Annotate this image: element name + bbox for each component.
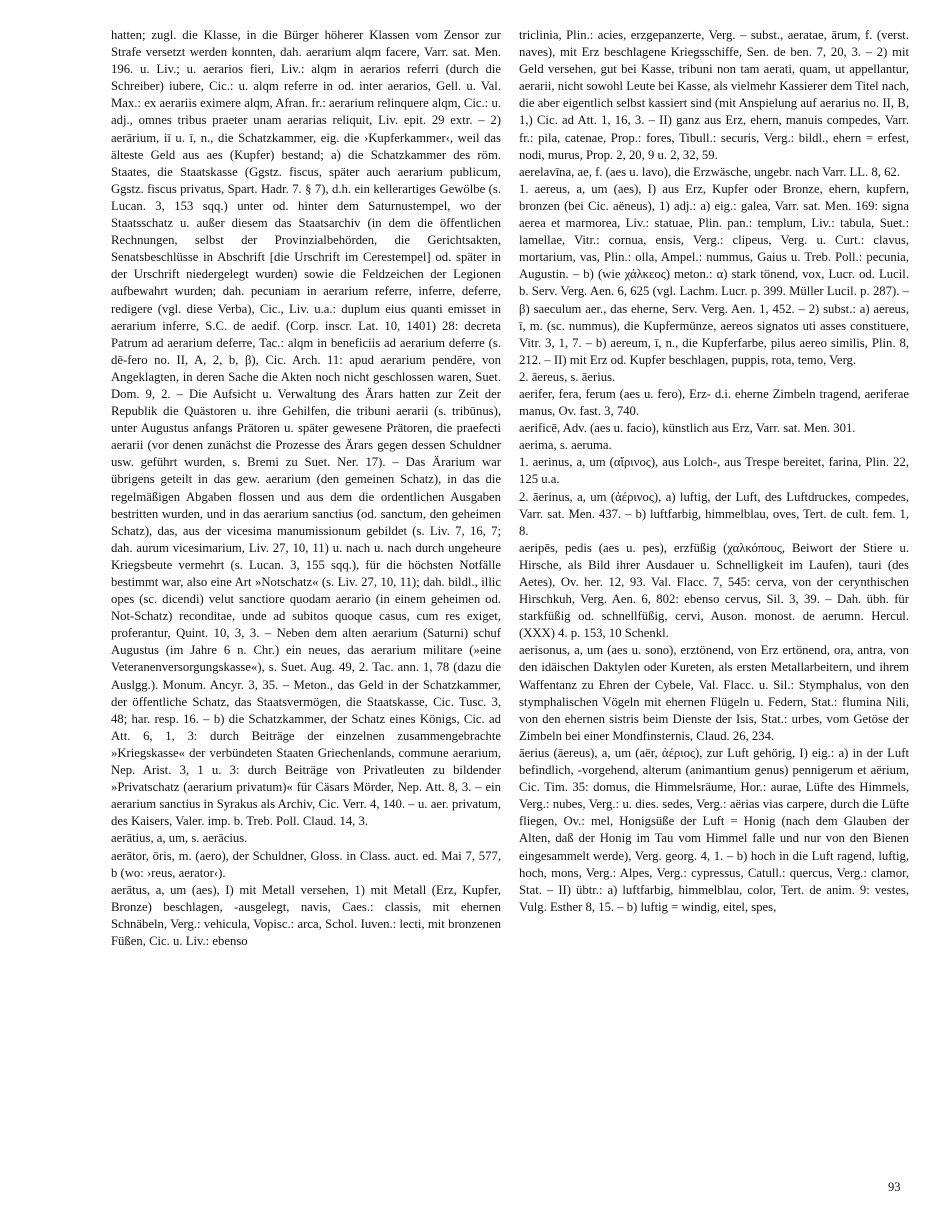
entry-text: hatten; zugl. die Klasse, in die Bürger höherer Klassen vom Zensor zur Strafe versetzt werden konnten, dah. aerarium alqm facere, Varr. sat. Men. 196. u. Liv.; u. aerarios fieri, Liv.: alqm in aerarios referri (durch die Schreiber) iubere, Cic.: u. alqm referre in od. inter aerarios, Gell. u. Val. Max.: ex aerariis eximere alqm, Afran. fr.: aerarium relinquere alqm, Cic.: u. adj., omnes tribus praeter unam aerarias reliquit, Liv. epit. 29 extr. – 2) aerārium, iī u. ī, n., die Schatzkammer, eig. die ›Kupferkammer‹, weil das älteste Geld aus aes (Kupfer) bestand; a) die Schatzkammer des röm. Staates, die Staatskasse (Ggstz. fiscus, später auch aerarium publicum, Ggstz. fiscus privatus, Spart. Hadr. 7. § 7), d.h. ein kellerartiges Gewölbe (s. Lucan. 3, 153 sqq.) unter od. hinter dem Saturnustempel, wo der Staatsschatz u. außer diesem das Staatsarchiv (in dem die öffentlichen Rechnungen, selbst der Provinzialbehörden, die Gerichtsakten, Senatsbeschlüsse in Abschrift [die Urschrift im Cerestempel] od. später in der Urschrift niedergelegt wurden) sowie die Feldzeichen der Legionen aufbewahrt wurden; dah. pecuniam in aerarium referre, inferre, deferre, redigere (vgl. diese Verba), Cic., Liv. u.a.: duplum eius quanti emisset in aerarium inferre, S.C. de aedif. (Corp. inscr. Lat. 10, 1401) 28: decreta Patrum ad aerarium deferre, Tac.: alqm in beneficiis ad aerarium deferre (s. dē-fero no. II, A, 2, b, β), Cic. Arch. 11: apud aerarium pendēre, von Angeklagten, in deren Sache die Akten noch nicht geschlossen waren, Suet. Dom. 9, 2. – Die Aufsicht u. Verwaltung des Ärars hatten zur Zeit der Republik die Quästoren u. ihre Gehilfen, die tribuni aerarii (s. tribūnus), unter Augustus anfangs Prätoren u. später gewesene Prätoren, die praefecti aerarii (vor denen zunächst die Prozesse des Ärars gegen dessen Schuldner usw. geführt wurden, s. Bremi zu Suet. Ner. 17). – Das Ärarium war übrigens geteilt in das gew. aerarium (den gemeinen Schatz), in das die regelmäßigen Abgaben flossen und aus dem die ordentlichen Ausgaben bestritten wurden, und in das aerarium sanctius (od. sanctum, den geheimen Schatz), das, aus der vicesima manumissionum gebildet (s. Liv. 7, 16, 7; dah. aurum vicesimarium, Liv. 27, 10, 11) u. nach u. nach durch ungeheure Kriegsbeute vermehrt (s. Lucan. 3, 155 sqq.), für die höchsten Notfälle bestimmt war, also eine Art »Notschatz« (s. Liv. 27, 10, 11); dah. bildl., illic opes (sc. dicendi) velut sanctiore quodam aerario (in einem geheimen od. Not-Schatz) reconditae, unde ad subitos quoque casus, cum res exiget, proferantur, Quint. 10, 3, 3. – Neben dem alten aerarium (Saturni) schuf Augustus (im Jahre 6 n. Chr.) ein neues, das aerarium militare (»eine Veteranenversorgungskasse«), s. Suet. Aug. 49, 2. Tac. ann. 1, 78 (dazu die Auslgg.). Monum. Ancyr. 3, 35. – Meton., das Geld in der Schatzkammer, der öffentliche Schatz, das Staatsvermögen, die Staatskasse, Cic. Tusc. 3, 48; har. resp. 16. – b) die Schatzkammer, der Schatz eines Königs, Cic. ad Att. 6, 1, 3: durch Beiträge der einzelnen zusammengebrachte »Kriegskasse« der verbündeten Staaten Griechenlands, commune aerarium, Nep. Arist. 3, 1 u. 3: durch Beiträge von Privatleuten zu bildender »Privatschatz (aerarium privatum)« für Cäsars Mörder, Nep. Att. 8, 3. – ein aerarium sanctius in Syrakus als Archiv, Cic. Verr. 4, 140. – u. aer. privatum, des Kaisers, Valer. imp. b. Treb. Poll. Claud. 14, 3. (111, 28, 501, 829)
entry-aerinus-2: 2. āerinus, a, um (ἀέρινος), a) luftig, der Luft, des Luftdruckes, compedes, Varr. sat. Men. 437. – b) luftfarbig, himmelblau, oves, Tert. de cult. fem. 1, 8. (519, 489, 909, 538)
entry-aerifer: aerifer, fera, ferum (aes u. fero), Erz- d.i. eherne Zimbeln tragend, aeriferae manus, Ov. fast. 3, 740. (519, 386, 909, 419)
entry-aerima: aerima, s. aeruma. (519, 438, 612, 453)
entry-aeratius: aerātius, a, um, s. aerācius. (111, 831, 248, 846)
entry-aerisonus: aerisonus, a, um (aes u. sono), erztönend, von Erz ertönend, ora, antra, von den idäischen Daktylen oder Kureten, als ersten Metallarbeitern, und ihrem Waffentanz zu Ehren der Cybele, Val. Flacc. u. Sil.: Stymphalus, von den stymphalischen Vögeln mit ehernen Flügeln u. Federn, Stat.: flumina Nili, von den ehernen sistris beim Dienste der Isis, Stat.: urbes, vom Getöse der Zimbeln bei einer Mondfinsternis, Claud. 26, 234. (519, 643, 909, 743)
entry-aerator: aerātor, ōris, m. (aero), der Schuldner, Gloss. in Class. auct. ed. Mai 7, 577, b (wo: ›reus, aerator‹). (111, 848, 501, 880)
entry-text: triclinia, Plin.: acies, erzgepanzerte, Verg. – subst., aeratae, ārum, f. (verst. naves), mit Erz beschlagene Kriegsschiffe, Sen. de ben. 7, 20, 3. – 2) mit Geld versehen, gut bei Kasse, tribuni non tam aerati, quam, ut appellantur, aerarii, nicht sowohl Leute bei Kasse, als vielmehr Kassierer dem Titel nach, die aber eigentlich selbst kassiert sind (mit Anspielung auf aerarius no. II, B, 1,) Cic. ad Att. 1, 16, 3. – II) ganz aus Erz, ehern, manuis compedes, Varr. fr.: pila, catenae, Prop.: fores, Tibull.: securis, Verg.: bildl., ehern = erfest, nodi, murus, Prop. 2, 20, 9 u. 2, 32, 59. (519, 28, 909, 162)
page-number: 93 (888, 1180, 901, 1194)
entry-aerelavina: aerelavīna, ae, f. (aes u. lavo), die Erzwäsche, ungebr. nach Varr. LL. 8, 62. (519, 164, 900, 179)
entry-aeripes: aeripēs, pedis (aes u. pes), erzfüßig (χαλκόπους, Beiwort der Stiere u. Hirsche, als Bild ihrer Ausdauer u. Schnelligkeit im Laufen), tauri (des Aetes), Ov. her. 12, 93. Val. Flacc. 7, 545: cerva, von der cerynthischen Hirschkuh, Verg. Aen. 6, 802: ebenso cervus, Sil. 3, 39. – Dah. übh. für starkfüßig od. schnellfüßig, cervi, Auson. monost. de aerumn. Hercul. (XXX) 4. p. 153, 10 Schenkl. (519, 540, 909, 641)
entry-aereus-1: 1. aereus, a, um (aes), I) aus Erz, Kupfer oder Bronze, ehern, kupfern, bronzen (bei Cic. aëneus), 1) adj.: a) eig.: galea, Varr. sat. Men. 169: signa aerea et marmorea, Liv.: statuae, Plin. pan.: templum, Liv.: tabula, Suet.: lamellae, Vitr.: cornua, ensis, Verg.: clipeus, Verg. u. Curt.: clavus, mortarium, vas, Plin.: olla, Ampel.: nummus, Gaius u. Treb. Poll.: pecunia, Augustin. – b) (wie χάλκεος) meton.: α) stark tönend, vox, Lucr. od. Lucil. b. Serv. Verg. Aen. 6, 625 (vgl. Lachm. Lucr. p. 399. Müller Lucil. p. 287). – β) saeculum aer., das eherne, Serv. Verg. Aen. 1, 452. – 2) subst.: a) aereus, ī, m. (sc. nummus), die Kupfermünze, aereos signatos uti asses constituere, Vitr. 3, 1, 7. – b) aereum, ī, n., die Kupferfarbe, pilus aereo similis, Plin. 8, 212. – II) mit Erz od. Kupfer beschlagen, puppis, rota, temo, Verg. (519, 181, 909, 367)
entry-aerinus-1: 1. aerinus, a, um (αἴρινος), aus Lolch-, aus Trespe bereitet, farina, Plin. 22, 125 u.a. (519, 455, 909, 487)
left-column (111, 27, 501, 950)
entry-aeratus: aerātus, a, um (aes), I) mit Metall versehen, 1) mit Metall (Erz, Kupfer, Bronze) beschlagen, -ausgelegt, navis, Caes.: classis, mit ehernen Schnäbeln, Verg.: vehicula, Vopisc.: arca, Schol. Iuven.: lecti, mit bronzenen Füßen, Cic. u. Liv.: ebenso (111, 882, 501, 948)
entry-aereus-2: 2. āereus, s. āerius. (519, 369, 616, 384)
right-column (519, 27, 909, 916)
entry-aerius: āerius (āereus), a, um (aër, ἀέριος), zur Luft gehörig, I) eig.: a) in der Luft befindlich, -vorgehend, alterum (animantium genus) pennigerum et aërium, Cic. Tim. 35: domus, die Himmelsräume, Hor.: aurae, Lüfte des Himmels, Verg.: nubes, Verg.: u. dies. sedes, Verg.: aërias vias carpere, durch die Lüfte fliegen, Ov.: mel, Honigsüße der Luft = Honig (nach dem Glauben der Alten, daß der Honig im Tau vom Himmel falle und nur von den Bienen eingesammelt werde), Verg. georg. 4, 1. – b) hoch in die Luft ragend, luftig, hoch, mons, Verg.: Alpes, Verg.: cypressus, Catull.: quercus, Verg.: clamor, Stat. – II) übtr.: a) luftfarbig, himmelblau, color, Tert. de anim. 9: vestes, Vulg. Esther 8, 15. – b) luftig = windig, eitel, spes, (519, 745, 909, 914)
entry-aerifice: aerificē, Adv. (aes u. facio), künstlich aus Erz, Varr. sat. Men. 301. (519, 421, 856, 436)
